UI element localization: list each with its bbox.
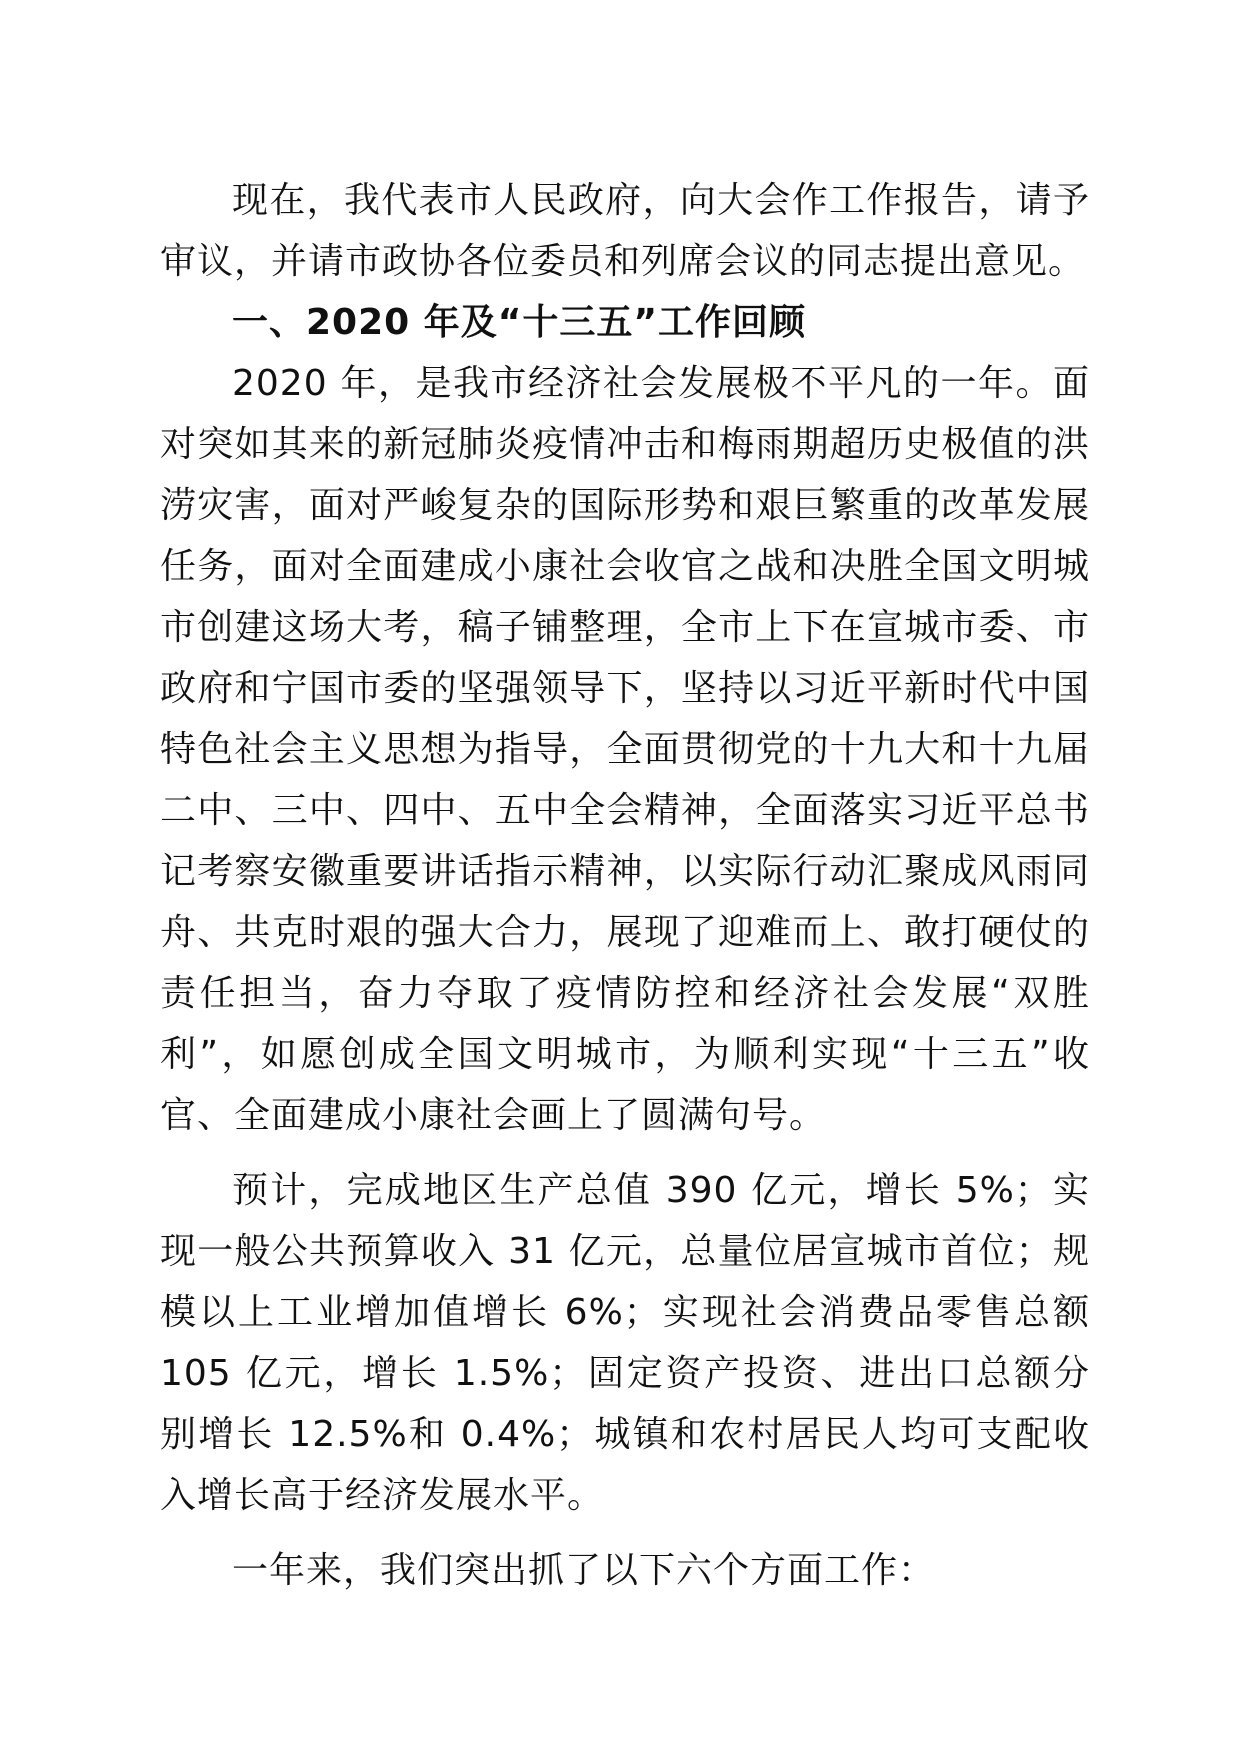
intro-paragraph: 现在，我代表市人民政府，向大会作工作报告，请予审议，并请市政协各位委员和列席会议的同志提出意见。	[160, 180, 1090, 282]
review-paragraph: 2020 年，是我市经济社会发展极不平凡的一年。面对突如其来的新冠肺炎疫情冲击和梅雨期超历史极值的洪涝灾害，面对严峻复杂的国际形势和艰巨繁重的改革发展任务，面对全面建成小康社会收官之战和决胜全国文明城市创建这场大考，稿子铺整理，全市上下在宣城市委、市政府和宁国市委的坚强领导下，坚持以习近平新时代中国特色社会主义思想为指导，全面贯彻党的十九大和十九届二中、三中、四中、五中全会精神，全面落实习近平总书记考察安徽重要讲话指示精神，以实际行动汇聚成风雨同舟、共克时艰的强大合力，展现了迎难而上、敢打硬仗的责任担当，奋力夺取了疫情防控和经济社会发展“双胜利”，如愿创成全国文明城市，为顺利实现“十三五”收官、全面建成小康社会画上了圆满句号。	[160, 363, 1090, 1136]
section-heading: 一、2020 年及“十三五”工作回顾	[232, 302, 807, 343]
document-body	[160, 170, 1090, 1601]
closing-paragraph: 一年来，我们突出抓了以下六个方面工作：	[232, 1550, 936, 1591]
statistics-paragraph: 预计，完成地区生产总值 390 亿元，增长 5%；实现一般公共预算收入 31 亿元，总量位居宣城市首位；规模以上工业增加值增长 6%；实现社会消费品零售总额 105 亿元，增长 1.5%；固定资产投资、进出口总额分别增长 12.5%和 0.4%；城镇和农村居民人均可支配收入增长高于经济发展水平。	[160, 1170, 1090, 1516]
